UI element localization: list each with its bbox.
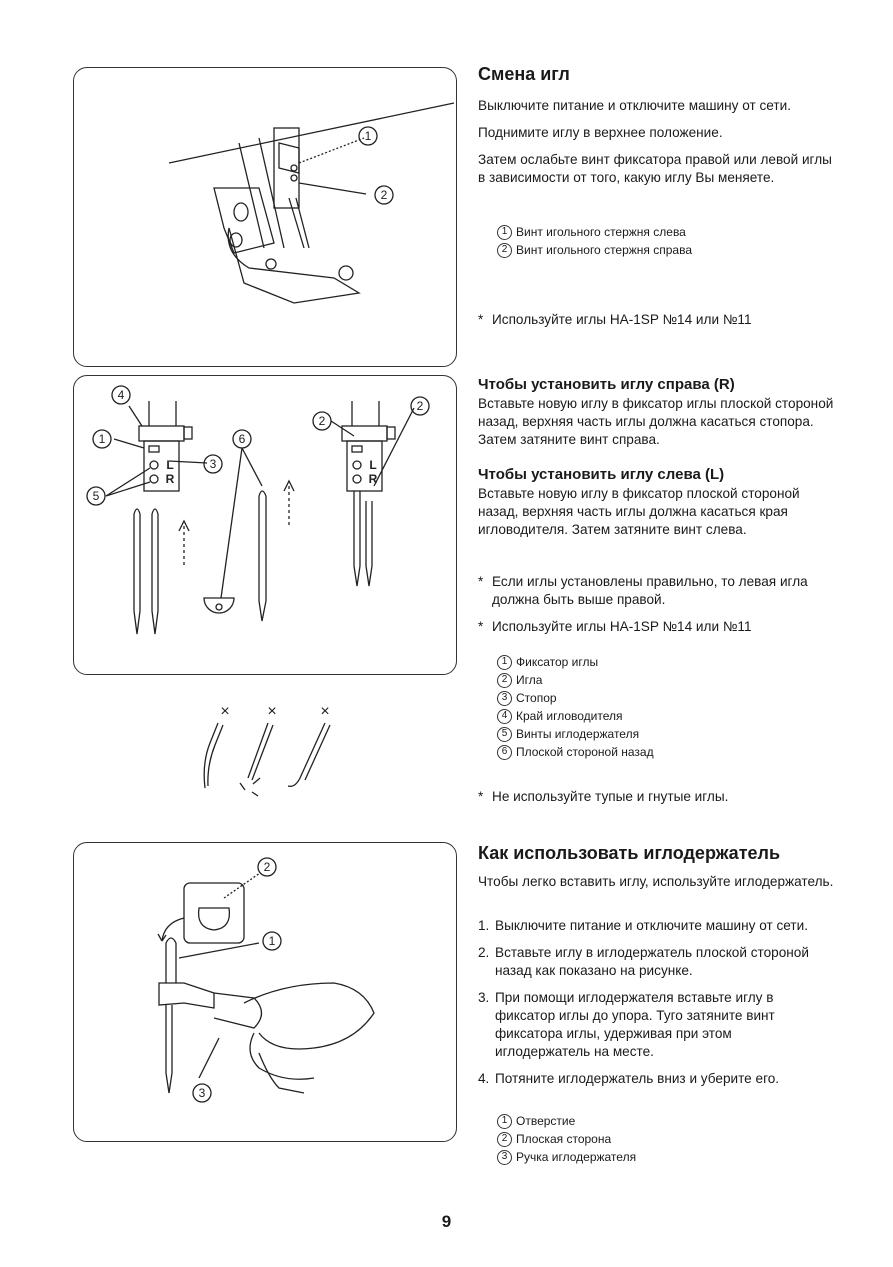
step-item: 2. Вставьте иглу в иглодержатель плоской стороной назад как показано на рисунке.: [478, 945, 809, 978]
paragraph: Поднимите иглу в верхнее положение.: [478, 125, 723, 140]
figure-needle-inserter: [73, 842, 457, 1142]
step-item: 4. Потяните иглодержатель вниз и уберите его.: [478, 1071, 780, 1086]
presser-foot-illustration: [74, 68, 456, 366]
legend-item: 6 Плоской стороной назад: [497, 743, 654, 761]
needle-install-illustration: [74, 376, 456, 674]
step-item: 1. Выключите питание и отключите машину от сети.: [478, 918, 809, 933]
svg-text:2: 2: [416, 399, 424, 413]
note: * Используйте иглы HA-1SP №14 или №11: [478, 619, 752, 634]
svg-text:1: 1: [268, 934, 276, 948]
legend-item: 2 Винт игольного стержня справа: [497, 241, 692, 259]
svg-text:×: ×: [267, 703, 277, 720]
section-title-needle-inserter: Как использовать иглодержатель: [478, 843, 781, 863]
legend-item: 3 Стопор: [497, 689, 654, 707]
legend-item: 1 Винт игольного стержня слева: [497, 223, 692, 241]
paragraph: Вставьте новую иглу в фиксатор иглы плоской стороной назад, верхняя часть иглы должна касаться стопора. Затем затяните винт справа.: [478, 396, 834, 447]
legend-list: [497, 223, 692, 259]
paragraph: Выключите питание и отключите машину от сети.: [478, 98, 792, 113]
step-item: 3. При помощи иглодержателя вставьте иглу в фиксатор иглы до упора. Туго затяните винт фиксатора иглы, удерживая при этом иглодержатель на месте.: [478, 990, 775, 1059]
section-title-needle-change: Смена игл: [478, 64, 570, 84]
svg-text:1: 1: [98, 432, 106, 446]
svg-text:×: ×: [320, 703, 330, 720]
svg-text:R: R: [165, 472, 175, 486]
screw-r-icon: [150, 475, 158, 483]
screw-l-icon: [150, 461, 158, 469]
legend-list: [497, 1112, 636, 1166]
legend-item: 3 Ручка иглодержателя: [497, 1148, 636, 1166]
svg-text:3: 3: [198, 1086, 206, 1100]
page-number: 9: [441, 1212, 452, 1231]
note: * Не используйте тупые и гнутые иглы.: [478, 789, 729, 804]
section-title-install-left: Чтобы установить иглу слева (L): [478, 466, 725, 483]
svg-text:2: 2: [380, 188, 388, 202]
paragraph: Чтобы легко вставить иглу, используйте иглодержатель.: [478, 874, 834, 889]
svg-text:L: L: [166, 458, 174, 472]
note: * Используйте иглы HA-1SP №14 или №11: [478, 312, 752, 327]
svg-text:L: L: [369, 458, 377, 472]
svg-text:4: 4: [117, 388, 125, 402]
legend-item: 2 Игла: [497, 671, 654, 689]
svg-text:R: R: [368, 472, 378, 486]
svg-text:1: 1: [364, 129, 372, 143]
section-title-install-right: Чтобы установить иглу справа (R): [478, 376, 735, 393]
svg-text:6: 6: [238, 432, 246, 446]
legend-item: 1 Фиксатор иглы: [497, 653, 654, 671]
needle-inserter-illustration: [74, 843, 456, 1141]
svg-text:2: 2: [318, 414, 326, 428]
legend-item: 2 Плоская сторона: [497, 1130, 636, 1148]
svg-text:3: 3: [209, 457, 217, 471]
steps-list: [478, 917, 818, 1097]
legend-list: [497, 653, 654, 761]
screw-icon: [291, 165, 297, 171]
svg-text:5: 5: [92, 489, 100, 503]
legend-item: 4 Край игловодителя: [497, 707, 654, 725]
damaged-needles-illustration: [180, 698, 350, 798]
screw-icon: [291, 175, 297, 181]
legend-item: 5 Винты иглодержателя: [497, 725, 654, 743]
paragraph: Вставьте новую иглу в фиксатор плоской стороной назад, верхняя часть иглы должна касаться края игловодителя. Затем затяните винт слева.: [478, 486, 800, 537]
svg-text:2: 2: [263, 860, 271, 874]
svg-text:×: ×: [220, 703, 230, 720]
legend-item: 1 Отверстие: [497, 1112, 636, 1130]
figure-needle-clamp-screws: [73, 67, 457, 367]
note: * Если иглы установлены правильно, то левая игла должна быть выше правой.: [478, 574, 808, 607]
paragraph: Затем ослабьте винт фиксатора правой или левой иглы в зависимости от того, какую иглу Вы меняете.: [478, 152, 832, 185]
figure-needle-install: [73, 375, 457, 675]
